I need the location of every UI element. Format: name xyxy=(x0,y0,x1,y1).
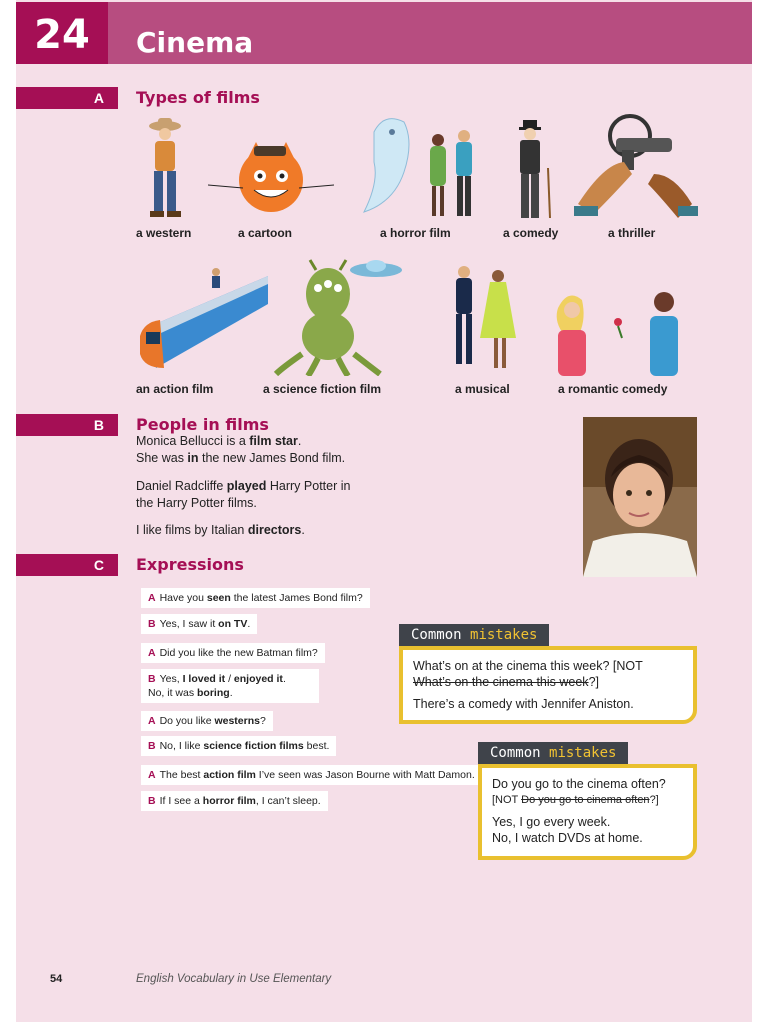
common-mistakes-box-2 xyxy=(478,742,697,860)
dialogue-line-7: A The best action film I’ve seen was Jason Bourne with Matt Damon. xyxy=(141,765,482,785)
unit-number: 24 xyxy=(34,12,90,58)
caption-western: a western xyxy=(136,226,192,240)
dialogue-line-4: B Yes, I loved it / enjoyed it. No, it was boring. xyxy=(141,669,319,703)
mistake-2-line-3: Yes, I go every week. xyxy=(492,815,611,829)
section-a-title: Types of films xyxy=(136,88,260,107)
unit-title: Cinema xyxy=(136,26,254,59)
alien-ufo-illustration xyxy=(272,258,404,376)
dialogue-line-6: B No, I like science fiction films best. xyxy=(141,736,336,756)
common-mistakes-tab-1: Common mistakes xyxy=(399,624,549,646)
mistake-1-line-1: What’s on at the cinema this week? [NOT What’s on the cinema this week?] xyxy=(413,659,643,689)
comedian-illustration xyxy=(506,118,556,226)
dialogue-line-8: B If I see a horror film, I can’t sleep. xyxy=(141,791,328,811)
people-sentence-1: Monica Bellucci is a film star. She was in the new James Bond film. xyxy=(136,434,346,465)
musical-dancers-illustration xyxy=(440,258,524,376)
cowboy-illustration xyxy=(140,116,190,226)
section-c-letter: C xyxy=(93,557,104,573)
actor-photo xyxy=(583,417,697,577)
section-b-title: People in films xyxy=(136,415,269,434)
caption-science-fiction-film: a science fiction film xyxy=(263,382,382,396)
dialogue-line-2: B Yes, I saw it on TV. xyxy=(141,614,257,634)
book-title: English Vocabulary in Use Elementary xyxy=(136,973,332,985)
thriller-gun-illustration xyxy=(574,114,698,222)
mistake-2-line-2: [NOT Do you go to cinema often?] xyxy=(492,794,659,806)
caption-musical: a musical xyxy=(455,382,510,396)
common-mistakes-tab-2: Common mistakes xyxy=(478,742,628,764)
romantic-couple-illustration xyxy=(552,288,686,376)
section-b-letter: B xyxy=(93,417,104,433)
dialogue-line-5: A Do you like westerns? xyxy=(141,711,273,731)
section-c-bar xyxy=(16,554,118,576)
common-mistakes-box-1 xyxy=(399,624,697,724)
section-a-letter: A xyxy=(93,90,104,106)
caption-horror-film: a horror film xyxy=(380,226,451,240)
mistake-1-line-2: There’s a comedy with Jennifer Aniston. xyxy=(413,697,634,711)
caption-action-film: an action film xyxy=(136,382,214,396)
unit-header xyxy=(16,2,752,64)
section-c-title: Expressions xyxy=(136,555,244,574)
section-a-bar xyxy=(16,87,118,109)
action-train-illustration xyxy=(140,258,272,372)
caption-comedy: a comedy xyxy=(503,226,559,240)
cartoon-cat-illustration xyxy=(208,140,334,216)
people-sentence-3: I like films by Italian directors. xyxy=(136,523,305,537)
section-b-bar xyxy=(16,414,118,436)
common-mistakes-content-2 xyxy=(478,764,697,860)
caption-thriller: a thriller xyxy=(608,226,656,240)
page-number: 54 xyxy=(50,973,63,985)
caption-cartoon: a cartoon xyxy=(238,226,293,240)
mistake-2-line-1: Do you go to the cinema often? xyxy=(492,777,666,791)
dialogue-line-1: A Have you seen the latest James Bond film? xyxy=(141,588,370,608)
dialogue-line-3: A Did you like the new Batman film? xyxy=(141,643,325,663)
caption-romantic-comedy: a romantic comedy xyxy=(558,382,668,396)
ghost-couple-illustration xyxy=(354,112,486,220)
people-sentence-2: Daniel Radcliffe played Harry Potter in the Harry Potter films. xyxy=(136,479,351,510)
mistake-2-line-4: No, I watch DVDs at home. xyxy=(492,831,643,845)
common-mistakes-content-1 xyxy=(399,646,697,724)
